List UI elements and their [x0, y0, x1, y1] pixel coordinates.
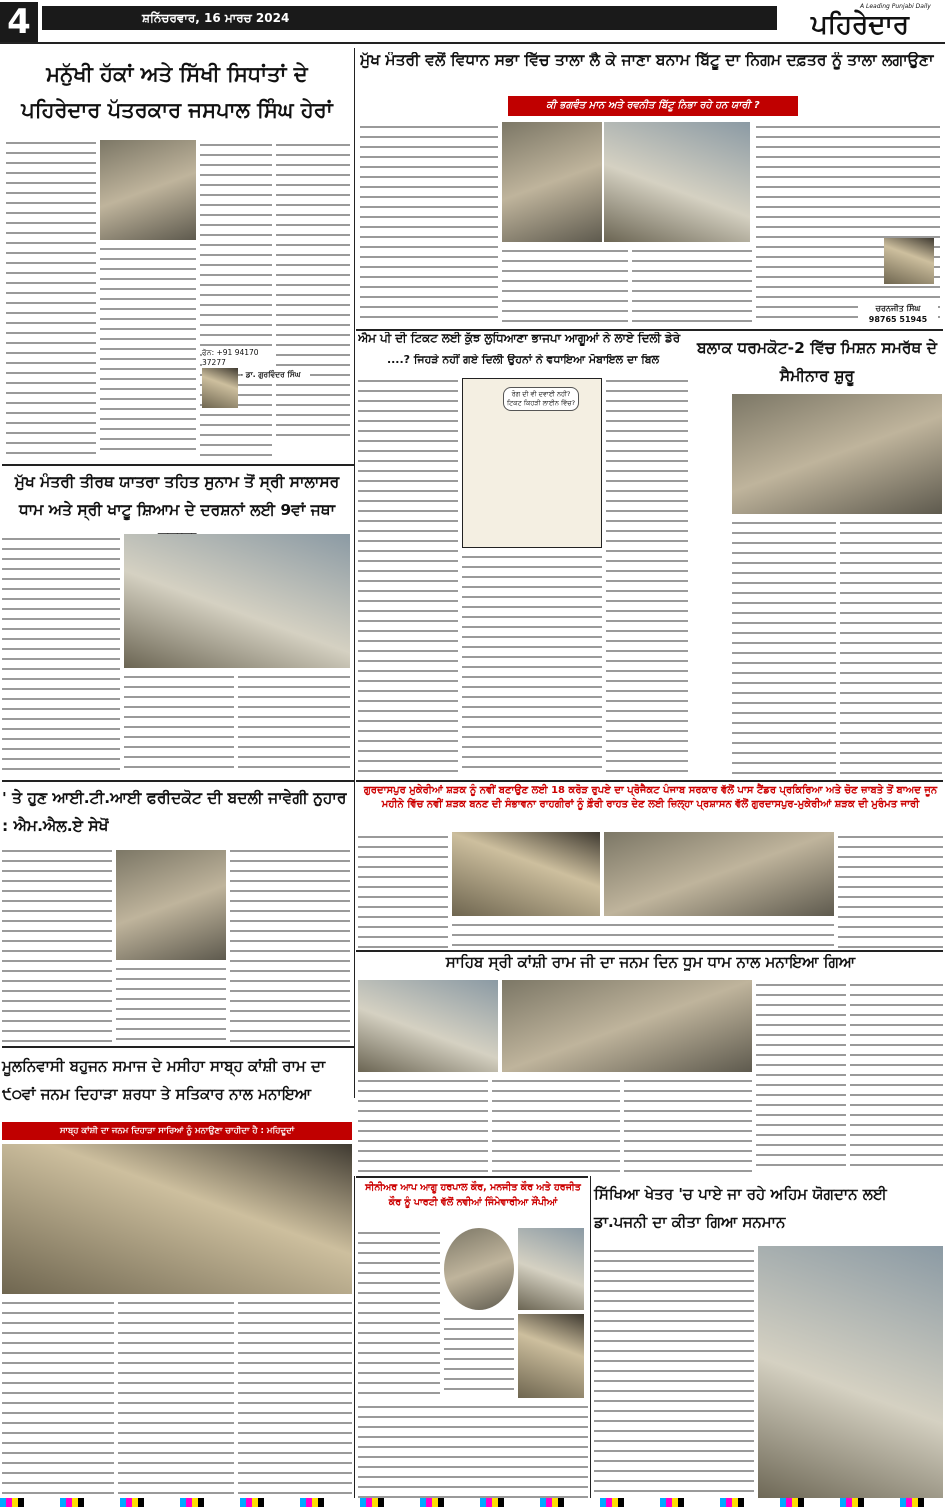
section-rule [356, 950, 943, 952]
event-photo-2 [502, 980, 752, 1072]
article-body [606, 376, 688, 776]
seminar-photo [732, 394, 942, 514]
paper-name: ਪਹਿਰੇਦਾਰ [811, 10, 909, 40]
issue-date: ਸ਼ਨਿੱਚਰਵਾਰ, 16 ਮਾਰਚ 2024 [142, 11, 290, 25]
yatra-photo [124, 534, 350, 668]
article-body [594, 1246, 754, 1502]
article-body [462, 552, 602, 776]
article-body [118, 1298, 234, 1502]
article-body [2, 1298, 114, 1502]
cartoon [462, 378, 602, 548]
article-body [276, 140, 350, 440]
article-cm-lock [358, 48, 943, 328]
photo-ravneet-bittu [604, 122, 750, 242]
author-photo [884, 238, 934, 284]
article-body [116, 964, 226, 1042]
article-body [238, 672, 350, 774]
article-body [200, 140, 272, 458]
headline: ਮੁੱਖ ਮੰਤਰੀ ਤੀਰਥ ਯਾਤਰਾ ਤਹਿਤ ਸੁਨਾਮ ਤੋਂ ਸ੍ਰੀ ਸਾਲਾਸਰ ਧਾਮ ਅਤੇ ਸ੍ਰੀ ਖਾਟੂ ਸ਼ਿਆਮ ਦੇ ਦਰਸ਼ਨਾਂ ਲਈ 9ਵਾਂ ਜਥਾ [14, 473, 340, 519]
article-body [358, 1402, 588, 1502]
headline: ਮੂਲਨਿਵਾਸੀ ਬਹੁਜਨ ਸਮਾਜ ਦੇ ਮਸੀਹਾ ਸਾਬ੍ਹ ਕਾਂਸ਼ੀ ਰਾਮ ਦਾ ੯੦ਵਾਂ ਜਨਮ ਦਿਹਾੜਾ ਸ਼ਰਧਾ ਤੇ ਸਤਿਕਾਰ ਨਾਲ ਮਨਾਇਆ [2, 1057, 326, 1103]
article-body [624, 1076, 752, 1172]
award-photo [758, 1246, 943, 1502]
column-rule [590, 1176, 591, 1504]
contact-number: ਫੋਨ: +91 94170 37277 [202, 348, 272, 367]
kicker-bar [2, 1122, 352, 1140]
kicker: ਕੀ ਭਗਵੰਤ ਮਾਨ ਅਤੇ ਰਵਨੀਤ ਬਿੱਟੂ ਨਿਭਾ ਰਹੇ ਹਨ ਯਾਰੀ ? [546, 100, 760, 111]
event-photo [2, 1144, 352, 1294]
article-body [358, 1228, 440, 1398]
article-body [492, 1076, 620, 1172]
page-number-box [0, 2, 38, 42]
headline: ਸਾਹਿਬ ਸ੍ਰੀ ਕਾਂਸ਼ੀ ਰਾਮ ਜੀ ਦਾ ਜਨਮ ਦਿਨ ਧੂਮ ਧਾਮ ਨਾਲ ਮਨਾਇਆ ਗਿਆ [445, 954, 856, 971]
headline: ਐਮ ਪੀ ਦੀ ਟਿਕਟ ਲਈ ਕੁੱਝ ਲੁਧਿਆਣਾ ਭਾਜਪਾ ਆਗੂਆਂ ਨੇ ਲਾਏ ਦਿਲੀ ਡੇਰੇ [358, 332, 681, 345]
column-rule [354, 48, 355, 1098]
article-gurdaspur-road [358, 784, 943, 950]
article-body [124, 672, 234, 774]
article-body [444, 1314, 514, 1398]
registration-marks [0, 1498, 945, 1507]
article-body [360, 122, 498, 322]
column-rule [354, 1176, 355, 1504]
headline: ' ਤੇ ਹੁਣ ਆਈ.ਟੀ.ਆਈ ਫਰੀਦਕੋਟ ਦੀ ਬਦਲੀ ਜਾਵੇਗੀ ਨੁਹਾਰ : ਐਮ.ਐਲ.ਏ ਸੇਖੋਂ [2, 789, 347, 835]
article-body [840, 518, 942, 776]
article-body [100, 244, 196, 458]
article-body [230, 846, 350, 1042]
headline: ਸੀਨੀਅਰ ਆਪ ਆਗੂ ਹਰਪਾਲ ਕੌਰ, ਮਨਜੀਤ ਕੌਰ ਅਤੇ ਹਰਜੀਤ ਕੌਰ ਨੂੰ ਪਾਰਟੀ ਵੱਲੋਂ ਨਵੀਆਂ ਜਿੰਮੇਵਾਰੀਆ ਸੌਂਪੀਆਂ [365, 1182, 581, 1208]
article-body [838, 832, 943, 948]
headline: ਸਿੱਖਿਆ ਖੇਤਰ 'ਚ ਪਾਏ ਜਾ ਰਹੇ ਅਹਿਮ ਯੋਗਦਾਨ ਲਈ ਡਾ.ਪਜਨੀ ਦਾ ਕੀਤਾ ਗਿਆ ਸਨਮਾਨ [594, 1185, 887, 1231]
article-aap-appointments [358, 1180, 588, 1504]
article-iti-faridkot [2, 784, 352, 1044]
portrait-manjit-kaur [518, 1228, 584, 1310]
article-journalist-tribute [2, 48, 352, 463]
section-rule [356, 329, 943, 331]
headline: ਮਨੁੱਖੀ ਹੱਕਾਂ ਅਤੇ ਸਿੱਖੀ ਸਿਧਾਂਤਾਂ ਦੇ ਪਹਿਰੇਦਾਰ ਪੱਤਰਕਾਰ ਜਸਪਾਲ ਸਿੰਘ ਹੇਰਾਂ [21, 62, 333, 122]
date-bar [42, 6, 777, 30]
headline: ਗੁਰਦਾਸਪੁਰ ਮੁਕੇਰੀਆਂ ਸ਼ੜਕ ਨੂੰ ਨਵੀਂ ਬਣਾਉਣ ਲਈ 18 ਕਰੋੜ ਰੁਪਏ ਦਾ ਪ੍ਰੋਜੈਕਟ ਪੰਜਾਬ ਸਰਕਾਰ ਵੱਲੋਂ ਪਾਸ ਟੈਂਡਰ ਪ੍ਰਕਿਰਿਆ ਅਤੇ ਚੋਣ ਜ਼ਾਬਤੇ ਤੋਂ ਬਾਅਦ ਜੂਨ ਮਹੀਨੇ ਵਿੱਚ ਨਵੀਂ ਸ਼ੜਕ ਬਨਣ ਦੀ ਸੰਭਾਵਨਾ ਰਾਹਗੀਰਾਂ ਨੂੰ ਫ਼ੌਰੀ ਰਾਹਤ ਦੇਣ ਲਈ ਜ਼ਿਲ੍ਹਾ ਪ੍ਰਸ਼ਾਸਨ ਵੱਲੋਂ ਗੁਰਦਾਸਪੁਰ-ਮੁਕੇਰੀਆਂ ਸ਼ੜਕ ਦੀ ਮੁਰੰਮਤ ਜਾਰੀ [363, 785, 938, 810]
article-dr-pajni-honour [594, 1180, 943, 1504]
subtitle: ....? ਜਿਹੜੇ ਨਹੀਂ ਗਏ ਦਿਲੀ ਉਹਨਾਂ ਨੇ ਵਧਾਇਆ ਮੋਬਾਇਲ ਦਾ ਬਿਲ [386, 354, 660, 366]
byline: ਚਰਨਜੀਤ ਸਿੰਘ [858, 304, 938, 314]
article-body [756, 980, 846, 1172]
portrait-harpal-kaur [444, 1228, 514, 1310]
headline: ਬਲਾਕ ਧਰਮਕੋਟ-2 ਵਿੱਚ ਮਿਸ਼ਨ ਸਮਰੱਥ ਦੇ ਸੈਮੀਨਾਰ ਸ਼ੁਰੂ [697, 339, 937, 385]
event-photo-1 [358, 980, 498, 1072]
headline: ਮੁੱਖ ਮੰਤਰੀ ਵਲੋਂ ਵਿਧਾਨ ਸਭਾ ਵਿੱਚ ਤਾਲਾ ਲੈ ਕੇ ਜਾਣਾ ਬਨਾਮ ਬਿੱਟੂ ਦਾ ਨਿਗਮ ਦਫ਼ਤਰ ਨੂੰ ਤਾਲਾ ਲਗਾਉਣਾ [360, 52, 934, 69]
article-body [632, 246, 752, 326]
article-moolnivasi [2, 1050, 352, 1504]
article-body [2, 534, 120, 774]
article-mission-samarth [692, 332, 942, 778]
article-body [358, 832, 448, 948]
byline: - ਡਾ. ਗੁਰਵਿੰਦਰ ਸਿੰਘ [240, 370, 310, 380]
article-bjp-tickets [358, 332, 688, 778]
page-number: 4 [7, 2, 31, 42]
photo-bhagwant-mann [502, 122, 602, 242]
article-body [502, 246, 628, 326]
mla-portrait [116, 850, 226, 960]
section-rule [2, 1046, 354, 1048]
section-rule [2, 780, 354, 782]
article-teerth-yatra [2, 468, 352, 778]
road-photo-1 [452, 832, 600, 916]
tagline: A Leading Punjabi Daily [860, 3, 931, 10]
article-body [358, 376, 458, 776]
road-photo-2 [604, 832, 834, 916]
article-body [452, 920, 834, 948]
article-body [238, 1298, 352, 1502]
article-body [358, 1076, 488, 1172]
cartoon-caption: ਰੋਗ ਦੀ ਵੀ ਦਵਾਈ ਨਹੀਂ? ਟਿਕਟ ਕਿਹੜੀ ਲਾਈਨ ਵਿੱਚ? [503, 387, 579, 411]
portrait-photo [100, 140, 196, 240]
article-kanshi-ram-birthday [358, 954, 943, 1174]
kicker: ਸਾਬ੍ਹ ਕਾਂਸ਼ੀ ਦਾ ਜਨਮ ਦਿਹਾੜਾ ਸਾਰਿਆਂ ਨੂੰ ਮਨਾਉਣਾ ਚਾਹੀਦਾ ਹੈ : ਮਹਿਦੂਦਾਂ [59, 1126, 295, 1136]
kicker-bar [508, 96, 798, 116]
phone: 98765 51945 [858, 315, 938, 324]
article-body [850, 980, 943, 1172]
section-rule [356, 780, 943, 782]
portrait-harjit-kaur [518, 1314, 584, 1398]
masthead [0, 0, 945, 44]
masthead-rule [0, 42, 945, 44]
section-rule [2, 464, 354, 466]
article-body [2, 846, 112, 1042]
section-rule [356, 1176, 588, 1178]
article-body [6, 138, 96, 458]
article-body [756, 122, 940, 322]
author-photo [202, 368, 238, 408]
article-body [732, 518, 836, 776]
